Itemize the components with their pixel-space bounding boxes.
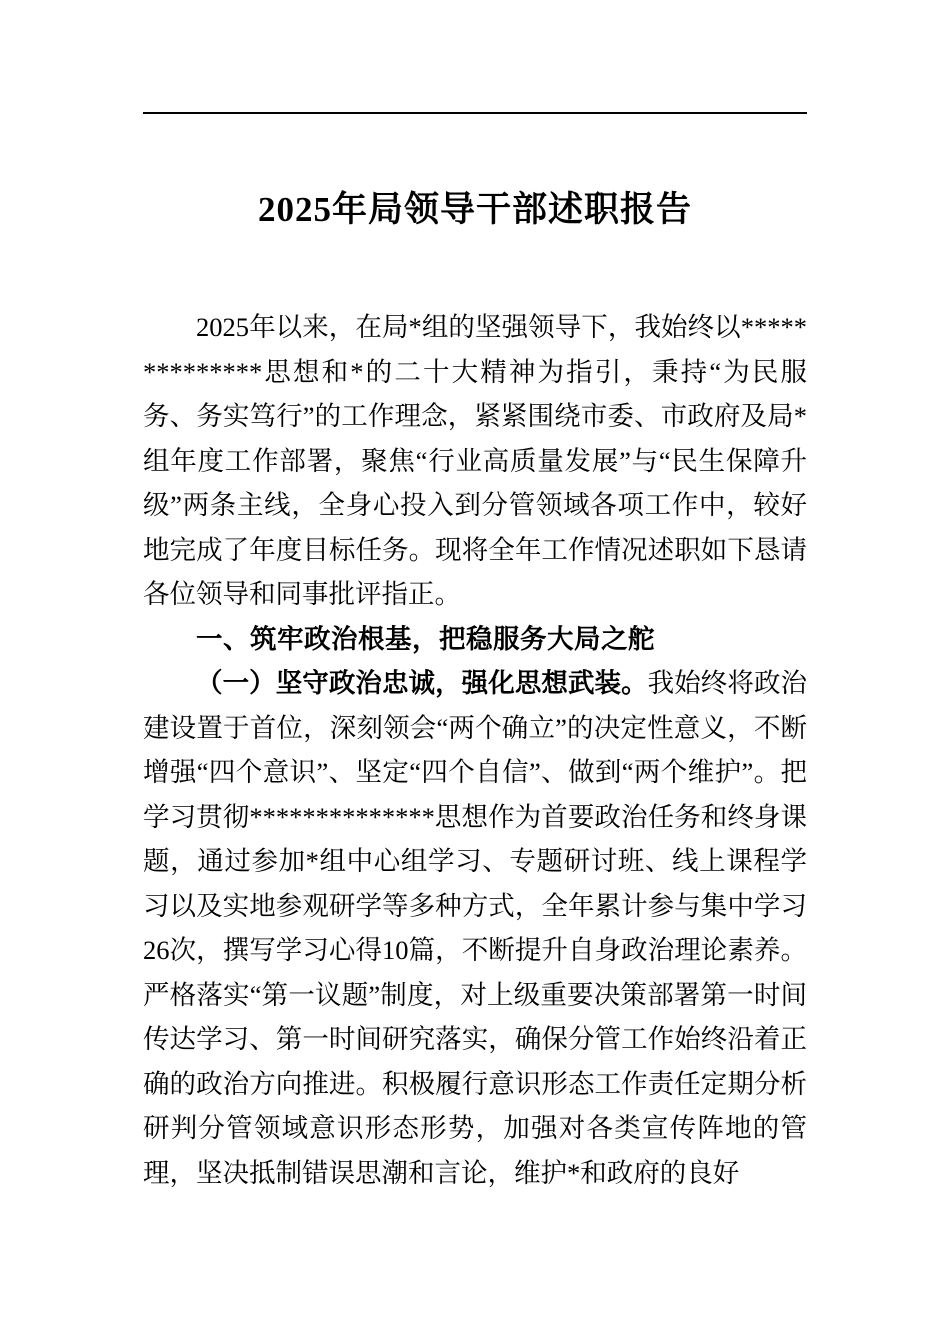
subsection-one-lead-in: （一）坚守政治忠诚，强化思想武装。	[196, 668, 648, 699]
subsection-one-body-text: 我始终将政治建设置于首位，深刻领会“两个确立”的决定性意义，不断增强“四个意识”、坚定“四个自信”、做到“两个维护”。把学习贯彻**************思想作为首要政治任务和终身课题，通过参加*组中心组学习、专题研讨班、线上课程学习以及实地参观研学等多种方式，全年累计参与集中学习26次，撰写学习心得10篇，不断提升自身政治理论素养。严格落实“第一议题”制度，对上级重要决策部署第一时间传达学习、第一时间研究落实，确保分管工作始终沿着正确的政治方向推进。积极履行意识形态工作责任定期分析研判分管领域意识形态形势，加强对各类宣传阵地的管理，坚决抵制错误思潮和言论，维护*和政府的良好	[143, 668, 808, 1188]
section-heading-one: 一、筑牢政治根基，把稳服务大局之舵	[196, 623, 655, 654]
document-title: 2025年局领导干部述职报告	[257, 190, 692, 229]
opening-paragraph: 2025年以来，在局*组的坚强领导下，我始终以**************思想和*的二十大精神为指引，秉持“为民服务、务实笃行”的工作理念，紧紧围绕市委、市政府及局*组年度工作部署，聚焦“行业高质量发展”与“民生保障升级”两条主线，全身心投入到分管领域各项工作中，较好地完成了年度目标任务。现将全年工作情况述职如下恳请各位领导和同事批评指正。	[143, 312, 807, 610]
page-header	[143, 60, 807, 114]
subsection-one-paragraph	[143, 661, 807, 1195]
document-body	[143, 113, 807, 1195]
title-spacer	[143, 233, 807, 305]
